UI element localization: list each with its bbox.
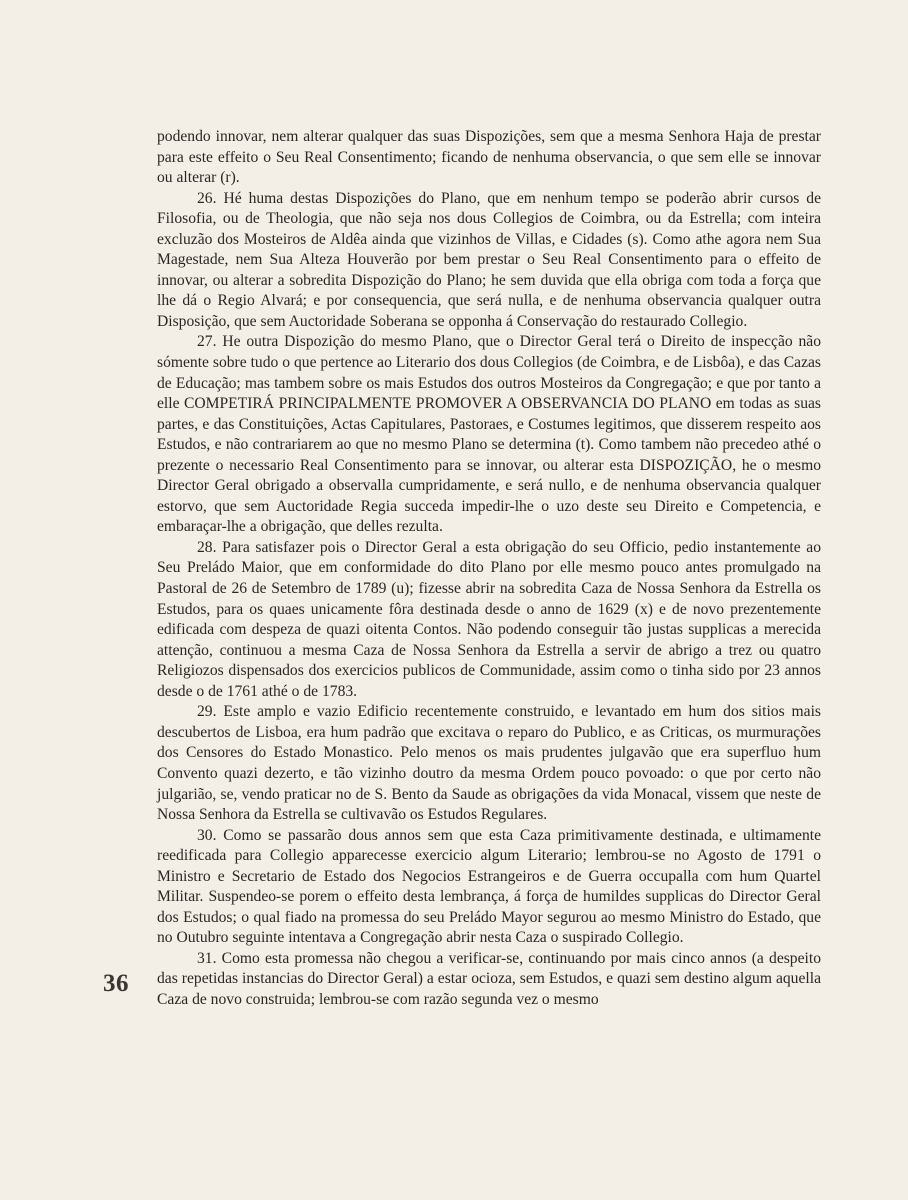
paragraph-29: 29. Este amplo e vazio Edificio recentemente construido, e levantado em hum dos sitios mais descubertos de Lisboa, era hum padrão que excitava o reparo do Publico, e as Criticas, os murmurações dos Censores do Estado Monastico. Pelo menos os mais prudentes julgavão que era superfluo hum Convento quazi dezerto, e tão vizinho doutro da mesma Ordem pouco povoado: o que por certo não julgarião, se, vendo praticar no de S. Bento da Saude as obrigações da vida Monacal, vissem que neste de Nossa Senhora da Estrella se cultivavão os Estudos Regulares. [157, 703, 821, 824]
page-number: 36 [103, 970, 129, 997]
paragraph-31: 31. Como esta promessa não chegou a verificar-se, continuando por mais cinco annos (a despeito das repetidas instancias do Director Geral) a estar ocioza, sem Estudos, e quazi sem destino algum aquella Caza de novo construida; lembrou-se com razão segunda vez o mesmo [157, 949, 821, 1008]
body-text [157, 127, 821, 1011]
paragraph-28: 28. Para satisfazer pois o Director Geral a esta obrigação do seu Officio, pedio instantemente ao Seu Preládo Maior, que em conformidade do dito Plano por elle mesmo pouco antes promulgado na Pastoral de 26 de Setembro de 1789 (u); fizesse abrir na sobredita Caza de Nossa Senhora da Estrella os Estudos, para os quaes unicamente fôra destinada desde o anno de 1629 (x) e de novo prezentemente edificada com despeza de quazi oitenta Contos. Não podendo conseguir tão justas supplicas a merecida attenção, continuou a mesma Caza de Nossa Senhora da Estrella a servir de abrigo a trez ou quatro Religiozos dispensados dos exercicios publicos de Communidade, assim como o tinha sido por 23 annos desde o de 1761 athé o de 1783. [157, 538, 821, 700]
paragraph-30: 30. Como se passarão dous annos sem que esta Caza primitivamente destinada, e ultimamente reedificada para Collegio apparecesse exercicio algum Literario; lembrou-se no Agosto de 1791 o Ministro e Secretario de Estado dos Negocios Estrangeiros e de Guerra occupalla com hum Quartel Militar. Suspendeo-se porem o effeito desta lembrança, á força de humildes supplicas do Director Geral dos Estudos; o qual fiado na promessa do seu Preládo Mayor segurou ao mesmo Ministro do Estado, que no Outubro seguinte intentava a Congregação abrir nesta Caza o suspirado Collegio. [157, 826, 821, 947]
paragraph-26: 26. Hé huma destas Dispozições do Plano, que em nenhum tempo se poderão abrir cursos de Filosofia, ou de Theologia, que não seja nos dous Collegios de Coimbra, ou da Estrella; com inteira excluzão dos Mosteiros de Aldêa ainda que vizinhos de Villas, e Cidades (s). Como athe agora nem Sua Magestade, nem Sua Alteza Houverão por bem prestar o Seu Real Consentimento para o effeito de innovar, ou alterar a sobredita Dispozição do Plano; he sem duvida que ella obriga com toda a força que lhe dá o Regio Alvará; e por consequencia, que será nulla, e de nenhuma observancia qualquer outra Disposição, que sem Auctoridade Soberana se opponha á Conservação do restaurado Collegio. [157, 189, 821, 330]
paragraph-27: 27. He outra Dispozição do mesmo Plano, que o Director Geral terá o Direito de inspecção não sómente sobre tudo o que pertence ao Literario dos dous Collegios (de Coimbra, e de Lisbôa), e das Cazas de Educação; mas tambem sobre os mais Estudos dos outros Mosteiros da Congregação; e que por tanto a elle COMPETIRÁ PRINCIPALMENTE PROMOVER A OBSERVANCIA DO PLANO em todas as suas partes, e das Constituições, Actas Capitulares, Pastoraes, e Costumes legitimos, que disserem respeito aos Estudos, e não contrariarem ao que no mesmo Plano se determina (t). Como tambem não precedeo athé o prezente o necessario Real Consentimento para se innovar, ou alterar esta DISPOZIÇÃO, he o mesmo Director Geral obrigado a observalla cumpridamente, e será nullo, e de nenhuma observancia qualquer estorvo, que sem Auctoridade Regia succeda impedir-lhe o uzo deste seu Direito e Competencia, e embaraçar-lhe a obrigação, que delles rezulta. [157, 333, 821, 536]
paragraph-continuation: podendo innovar, nem alterar qualquer das suas Dispozições, sem que a mesma Senhora Haja de prestar para este effeito o Seu Real Consentimento; ficando de nenhuma observancia, o que sem elle se innovar ou alterar (r). [157, 128, 821, 187]
